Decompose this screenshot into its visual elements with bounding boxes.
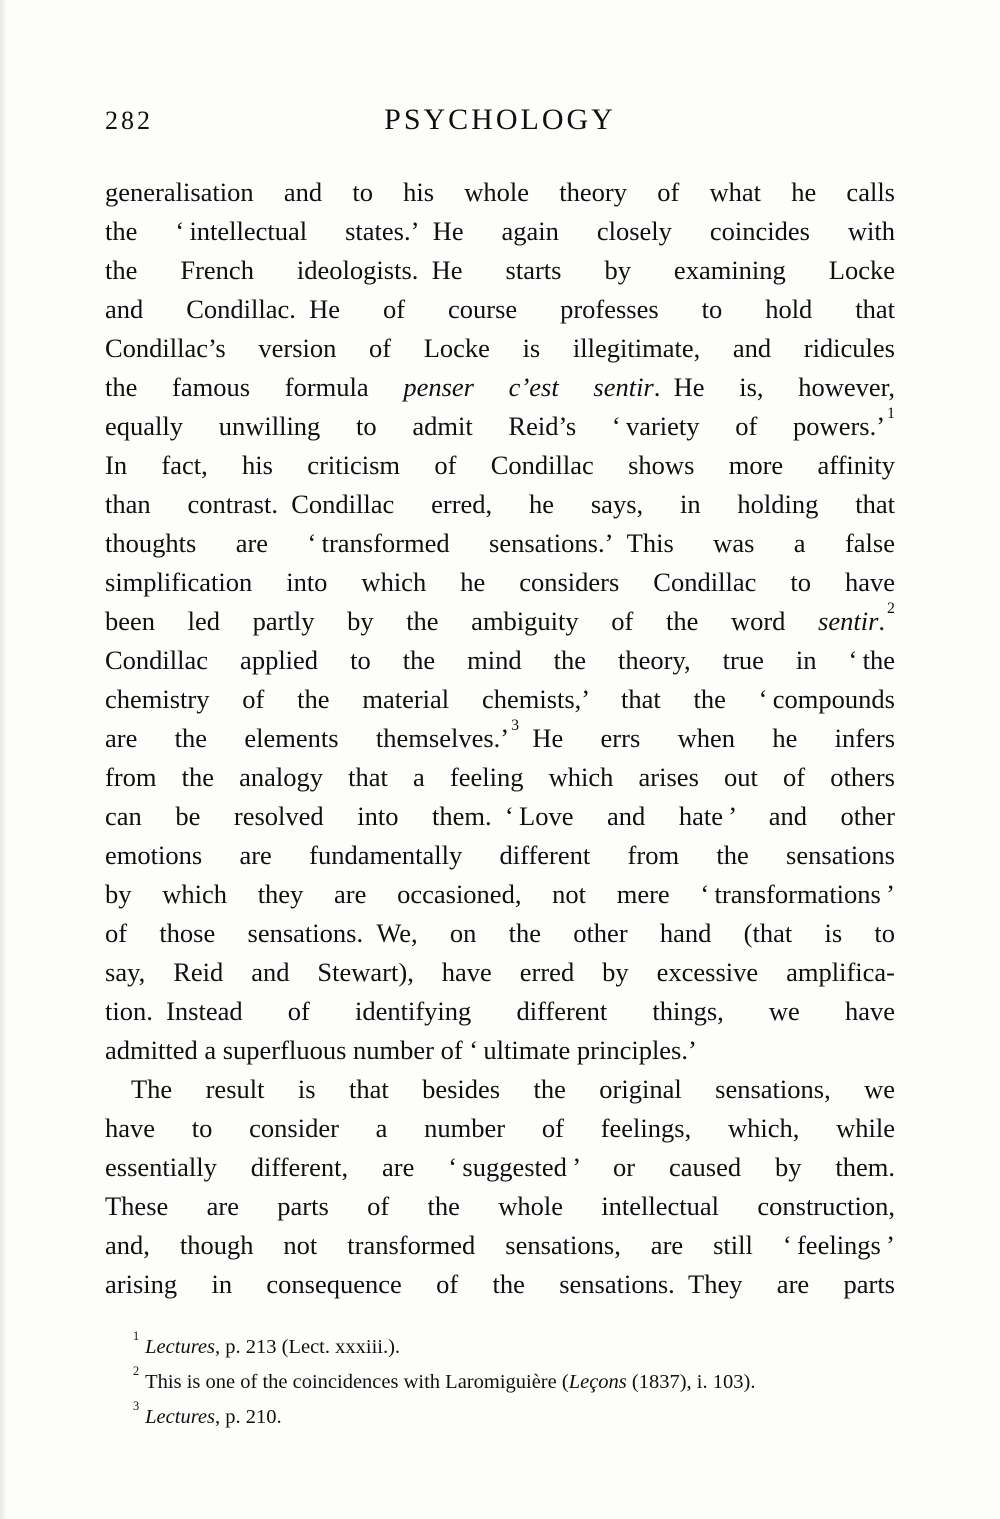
text-segment: the French ideologists. He starts by examining Locke xyxy=(105,255,895,285)
text-line xyxy=(105,719,895,758)
text-segment: Condillac’s version of Locke is illegitimate, and ridicules xyxy=(105,333,895,363)
text-segment: sentir xyxy=(818,606,879,636)
text-line xyxy=(105,485,895,524)
text-line xyxy=(105,290,895,329)
text-segment: by which they are occasioned, not mere ‘ transformations ’ xyxy=(105,879,895,909)
text-segment: Lectures xyxy=(145,1406,215,1428)
text-segment: He errs when he infers xyxy=(519,723,896,753)
footnote-marker: 3 xyxy=(133,1398,140,1413)
text-line xyxy=(105,992,895,1031)
text-line xyxy=(105,914,895,953)
text-segment: essentially different, are ‘ suggested ’ or caused by them. xyxy=(105,1152,895,1182)
text-segment: simplification into which he considers Condillac to have xyxy=(105,567,895,597)
text-segment: arising in consequence of the sensations. They are parts xyxy=(105,1269,895,1299)
text-segment: Lectures xyxy=(145,1336,215,1358)
text-segment: chemistry of the material chemists,’ that the ‘ compounds xyxy=(105,684,895,714)
text-segment: , p. 210. xyxy=(215,1406,282,1428)
text-line xyxy=(105,173,895,212)
text-segment: The result is that besides the original sensations, we xyxy=(131,1074,895,1104)
text-line xyxy=(105,1187,895,1226)
text-line xyxy=(105,212,895,251)
text-line xyxy=(105,1265,895,1304)
text-line xyxy=(105,368,895,407)
text-line xyxy=(105,953,895,992)
text-segment: , p. 213 (Lect. xxxiii.). xyxy=(215,1336,401,1358)
text-segment: This is one of the coincidences with Laromiguière ( xyxy=(145,1371,569,1393)
text-line xyxy=(105,563,895,602)
text-segment: emotions are fundamentally different from the sensations xyxy=(105,840,895,870)
text-segment: equally unwilling to admit Reid’s ‘ variety of powers.’ xyxy=(105,411,886,441)
text-line xyxy=(105,524,895,563)
text-segment: can be resolved into them. ‘ Love and hate ’ and other xyxy=(105,801,895,831)
page-number: 282 xyxy=(105,106,153,135)
text-segment: (1837), i. 103). xyxy=(626,1371,756,1393)
text-line xyxy=(105,875,895,914)
text-segment: admitted a superfluous number of ‘ ultimate principles.’ xyxy=(105,1035,697,1065)
text-line xyxy=(105,836,895,875)
text-line xyxy=(105,407,895,446)
text-segment: of those sensations. We, on the other hand (that is to xyxy=(105,918,895,948)
text-line xyxy=(105,329,895,368)
text-line xyxy=(105,1226,895,1265)
footnotes xyxy=(105,1330,895,1435)
text-segment: . xyxy=(878,606,886,636)
footnote-marker: 1 xyxy=(133,1328,140,1343)
text-line xyxy=(105,797,895,836)
text-segment: and, though not transformed sensations, are still ‘ feelings ’ xyxy=(105,1230,895,1260)
footnote-line xyxy=(105,1365,895,1400)
text-segment: Leçons xyxy=(568,1371,627,1393)
text-segment: have to consider a number of feelings, which, while xyxy=(105,1113,895,1143)
text-segment: These are parts of the whole intellectual construction, xyxy=(105,1191,895,1221)
text-line xyxy=(105,680,895,719)
footnote-marker: 2 xyxy=(133,1363,140,1378)
text-segment: say, Reid and Stewart), have erred by excessive amplifica- xyxy=(105,957,895,987)
text-segment: are the elements themselves.’ xyxy=(105,723,510,753)
footnote-line xyxy=(105,1330,895,1365)
text-segment: . He is, however, xyxy=(653,372,896,402)
text-line xyxy=(105,251,895,290)
text-segment: and Condillac. He of course professes to hold that xyxy=(105,294,895,324)
text-line xyxy=(105,641,895,680)
text-line xyxy=(105,602,895,641)
footnote-ref: 3 xyxy=(511,717,520,735)
text-segment: from the analogy that a feeling which arises out of others xyxy=(105,762,895,792)
text-line xyxy=(105,1070,895,1109)
text-segment: In fact, his criticism of Condillac shows more affinity xyxy=(105,450,895,480)
text-line xyxy=(105,1148,895,1187)
text-line xyxy=(105,446,895,485)
body-text xyxy=(105,173,895,1304)
footnote-line xyxy=(105,1400,895,1435)
text-segment: the ‘ intellectual states.’ He again closely coincides with xyxy=(105,216,895,246)
text-segment: thoughts are ‘ transformed sensations.’ This was a false xyxy=(105,528,895,558)
text-segment: been led partly by the ambiguity of the word xyxy=(105,606,819,636)
text-segment: penser c’est sentir xyxy=(403,372,654,402)
text-segment: the famous formula xyxy=(105,372,404,402)
footnote-ref: 2 xyxy=(887,600,895,618)
text-line xyxy=(105,1031,895,1070)
footnote-ref: 1 xyxy=(887,405,895,423)
running-title: PSYCHOLOGY xyxy=(384,103,616,136)
text-segment: Condillac applied to the mind the theory, true in ‘ the xyxy=(105,645,895,675)
text-segment: tion. Instead of identifying different things, we have xyxy=(105,996,895,1026)
text-line xyxy=(105,1109,895,1148)
text-segment: than contrast. Condillac erred, he says, in holding that xyxy=(105,489,895,519)
text-segment: generalisation and to his whole theory of what he calls xyxy=(105,177,895,207)
page-header xyxy=(105,103,895,137)
text-line xyxy=(105,758,895,797)
